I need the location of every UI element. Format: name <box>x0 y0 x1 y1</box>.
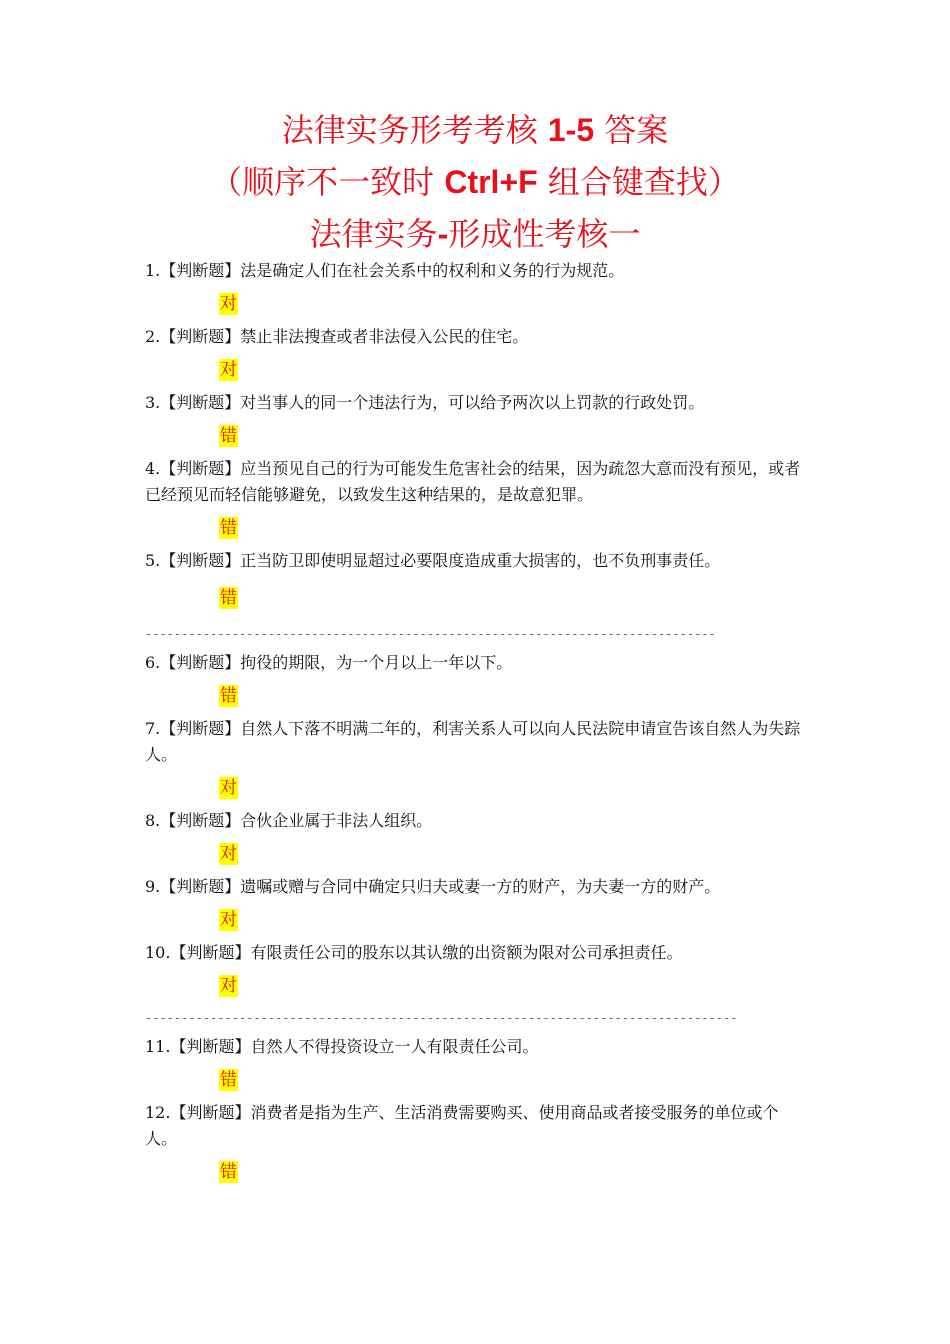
answer-row <box>145 508 810 548</box>
question-text: 10.【判断题】有限责任公司的股东以其认缴的出资额为限对公司承担责任。 <box>145 943 683 962</box>
answer-row <box>145 574 810 622</box>
answer-row <box>145 350 810 390</box>
title-line-2: （顺序不一致时 Ctrl+F 组合键查找） <box>210 163 740 201</box>
answer-row <box>145 900 810 940</box>
answer-highlight: 错 <box>220 686 237 706</box>
separator-line: ---------------------------------------------------------------------------------- <box>145 1011 738 1025</box>
question-text: 4.【判断题】应当预见自己的行为可能发生危害社会的结果，因为疏忽大意而没有预见，或者已经预见而轻信能够避免，以致发生这种结果的，是故意犯罪。 <box>145 459 801 504</box>
answer-highlight: 错 <box>220 1162 237 1182</box>
question-text: 11.【判断题】自然人不得投资设立一人有限责任公司。 <box>145 1037 539 1056</box>
answer-row <box>145 1060 810 1100</box>
question-text: 2.【判断题】禁止非法搜查或者非法侵入公民的住宅。 <box>145 327 529 346</box>
answer-row <box>145 676 810 716</box>
answer-highlight: 错 <box>220 426 237 446</box>
answer-row <box>145 284 810 324</box>
question-text: 1.【判断题】法是确定人们在社会关系中的权利和义务的行为规范。 <box>145 261 625 280</box>
question-text: 7.【判断题】自然人下落不明满二年的，利害关系人可以向人民法院申请宣告该自然人为失踪人。 <box>145 719 801 764</box>
question-text: 3.【判断题】对当事人的同一个违法行为，可以给予两次以上罚款的行政处罚。 <box>145 393 705 412</box>
question-text: 8.【判断题】合伙企业属于非法人组织。 <box>145 811 433 830</box>
question-text: 6.【判断题】拘役的期限，为一个月以上一年以下。 <box>145 653 513 672</box>
title-line-3: 法律实务-形成性考核一 <box>309 215 641 253</box>
document-title <box>0 104 950 260</box>
answer-highlight: 对 <box>220 910 237 930</box>
question-text: 9.【判断题】遗嘱或赠与合同中确定只归夫或妻一方的财产，为夫妻一方的财产。 <box>145 877 721 896</box>
separator-line: ------------------------------------------------------------------------------- <box>145 627 716 641</box>
answer-highlight: 对 <box>220 360 237 380</box>
answer-highlight: 错 <box>220 1070 237 1090</box>
answer-highlight: 对 <box>220 976 237 996</box>
answer-highlight: 对 <box>220 844 237 864</box>
question-list <box>145 258 810 1192</box>
answer-row <box>145 834 810 874</box>
answer-highlight: 错 <box>220 518 237 538</box>
answer-highlight: 对 <box>220 294 237 314</box>
title-line-1: 法律实务形考考核 1-5 答案 <box>281 111 669 149</box>
answer-row <box>145 768 810 808</box>
question-text: 12.【判断题】消费者是指为生产、生活消费需要购买、使用商品或者接受服务的单位或个人。 <box>145 1103 779 1148</box>
answer-row <box>145 416 810 456</box>
answer-highlight: 错 <box>220 588 237 608</box>
question-text: 5.【判断题】正当防卫即使明显超过必要限度造成重大损害的，也不负刑事责任。 <box>145 551 721 570</box>
answer-row <box>145 966 810 1006</box>
answer-row <box>145 1152 810 1192</box>
answer-highlight: 对 <box>220 778 237 798</box>
